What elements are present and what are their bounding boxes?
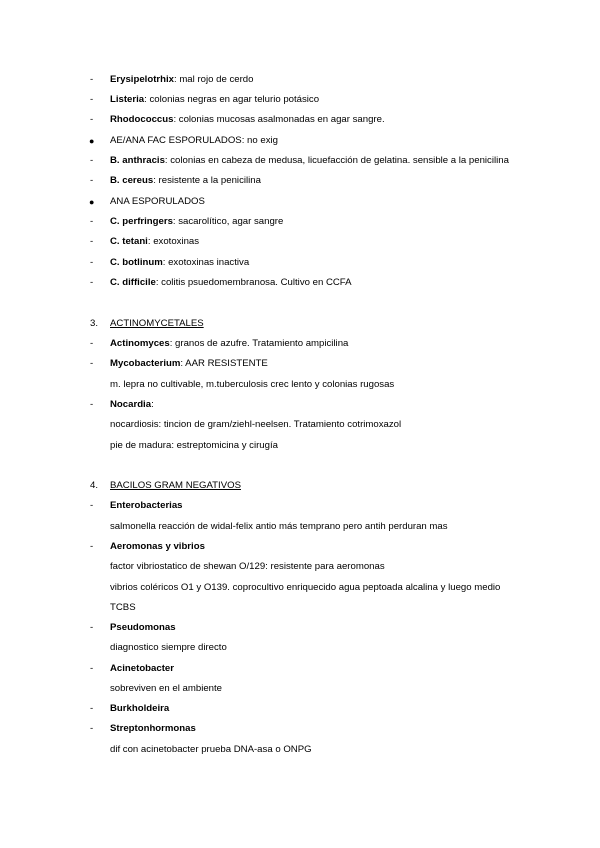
list-item — [0, 276, 600, 290]
term: Mycobacterium — [110, 358, 181, 369]
term: Aeromonas y vibrios — [110, 541, 205, 552]
term: Streptonhormonas — [110, 723, 196, 734]
note-line — [0, 418, 600, 432]
list-item — [0, 398, 600, 412]
description: : exotoxinas inactiva — [162, 257, 250, 268]
bullet-marker: ● — [89, 197, 95, 207]
line-text — [110, 722, 196, 736]
dash-marker: - — [90, 338, 94, 349]
dash-marker: - — [90, 358, 94, 369]
note-line — [0, 682, 600, 696]
line-text — [110, 662, 174, 676]
note-line — [0, 560, 600, 574]
list-item — [0, 621, 600, 635]
description: : colitis psuedomembranosa. Cultivo en CCFA — [155, 277, 352, 288]
term: C. perfringers — [110, 216, 173, 227]
list-item — [0, 113, 600, 127]
list-item — [0, 702, 600, 716]
line-text — [110, 499, 183, 513]
term: Enterobacterias — [110, 500, 183, 511]
dash-marker: - — [90, 399, 94, 410]
dash-marker: - — [90, 541, 94, 552]
dash-marker: - — [90, 74, 94, 85]
note-line — [0, 601, 600, 615]
list-item — [0, 154, 600, 168]
note-text: salmonella reacción de widal-felix antio más temprano pero antih perduran mas — [110, 521, 448, 532]
description: : colonias negras en agar telurio potásico — [144, 94, 320, 105]
term: B. cereus — [110, 175, 154, 186]
section-heading — [0, 317, 600, 331]
list-item — [0, 235, 600, 249]
line-text — [110, 73, 253, 87]
dash-marker: - — [90, 216, 94, 227]
description: : colonias en cabeza de medusa, licuefacción de gelatina. sensible a la penicilina — [164, 155, 509, 166]
term: Nocardia — [110, 399, 152, 410]
description: : exotoxinas — [147, 236, 200, 247]
list-item — [0, 195, 600, 209]
section-number: 3. — [90, 318, 99, 329]
dash-marker: - — [90, 155, 94, 166]
list-item — [0, 357, 600, 371]
list-item — [0, 256, 600, 270]
dash-marker: - — [90, 257, 94, 268]
term: Pseudomonas — [110, 622, 176, 633]
term: Acinetobacter — [110, 663, 174, 674]
list-item — [0, 722, 600, 736]
term: C. tetani — [110, 236, 148, 247]
description: ANA ESPORULADOS — [110, 196, 205, 207]
note-line — [0, 581, 600, 595]
note-text: nocardiosis: tincion de gram/ziehl-neelsen. Tratamiento cotrimoxazol — [110, 419, 402, 430]
line-text — [110, 113, 385, 127]
line-text — [110, 540, 205, 554]
line-text — [110, 398, 154, 412]
dash-marker: - — [90, 94, 94, 105]
section-title: BACILOS GRAM NEGATIVOS — [110, 480, 241, 491]
section-title: ACTINOMYCETALES — [110, 318, 204, 329]
section-number: 4. — [90, 480, 99, 491]
dash-marker: - — [90, 723, 94, 734]
line-text — [110, 134, 278, 148]
list-item — [0, 337, 600, 351]
bullet-marker: ● — [89, 136, 95, 146]
dash-marker: - — [90, 175, 94, 186]
list-item — [0, 499, 600, 513]
line-text — [110, 357, 268, 371]
dash-marker: - — [90, 500, 94, 511]
term: Erysipelotrhix — [110, 74, 174, 85]
list-item — [0, 662, 600, 676]
line-text — [110, 154, 509, 168]
line-text — [110, 215, 283, 229]
description: : resistente a la penicilina — [153, 175, 261, 186]
dash-marker: - — [90, 236, 94, 247]
note-line — [0, 378, 600, 392]
term: B. anthracis — [110, 155, 165, 166]
list-item — [0, 215, 600, 229]
dash-marker: - — [90, 622, 94, 633]
list-item — [0, 73, 600, 87]
note-text: diagnostico siempre directo — [110, 642, 227, 653]
line-text — [110, 621, 176, 635]
description: : granos de azufre. Tratamiento ampicilina — [169, 338, 349, 349]
line-text — [110, 235, 199, 249]
list-item — [0, 134, 600, 148]
list-item — [0, 93, 600, 107]
line-text — [110, 276, 352, 290]
line-text — [110, 174, 261, 188]
list-item — [0, 174, 600, 188]
term: C. difficile — [110, 277, 156, 288]
list-item — [0, 540, 600, 554]
description: : AAR RESISTENTE — [180, 358, 268, 369]
line-text — [110, 195, 205, 209]
note-text: vibrios coléricos O1 y O139. coprocultivo enriquecido agua peptoada alcalina y luego medio — [110, 582, 501, 593]
note-line — [0, 520, 600, 534]
note-text: sobreviven en el ambiente — [110, 683, 222, 694]
line-text — [110, 93, 319, 107]
term: Listeria — [110, 94, 145, 105]
note-line — [0, 641, 600, 655]
dash-marker: - — [90, 114, 94, 125]
dash-marker: - — [90, 663, 94, 674]
description: : mal rojo de cerdo — [173, 74, 254, 85]
line-text — [110, 702, 169, 716]
term: Rhodococcus — [110, 114, 174, 125]
line-text — [110, 337, 348, 351]
dash-marker: - — [90, 277, 94, 288]
dash-marker: - — [90, 703, 94, 714]
note-line — [0, 439, 600, 453]
section-heading — [0, 479, 600, 493]
note-text: dif con acinetobacter prueba DNA-asa o ONPG — [110, 744, 312, 755]
note-line — [0, 743, 600, 757]
line-text — [110, 256, 249, 270]
term: C. botlinum — [110, 257, 163, 268]
note-text: pie de madura: estreptomicina y cirugía — [110, 440, 278, 451]
note-text: factor vibriostatico de shewan O/129: resistente para aeromonas — [110, 561, 385, 572]
description: : colonias mucosas asalmonadas en agar sangre. — [173, 114, 385, 125]
term: Burkholdeira — [110, 703, 170, 714]
term: Actinomyces — [110, 338, 170, 349]
note-text: TCBS — [110, 602, 136, 613]
description: AE/ANA FAC ESPORULADOS: no exig — [110, 135, 278, 146]
description: : sacarolítico, agar sangre — [172, 216, 284, 227]
note-text: m. lepra no cultivable, m.tuberculosis crec lento y colonias rugosas — [110, 379, 395, 390]
description: : — [151, 399, 154, 410]
